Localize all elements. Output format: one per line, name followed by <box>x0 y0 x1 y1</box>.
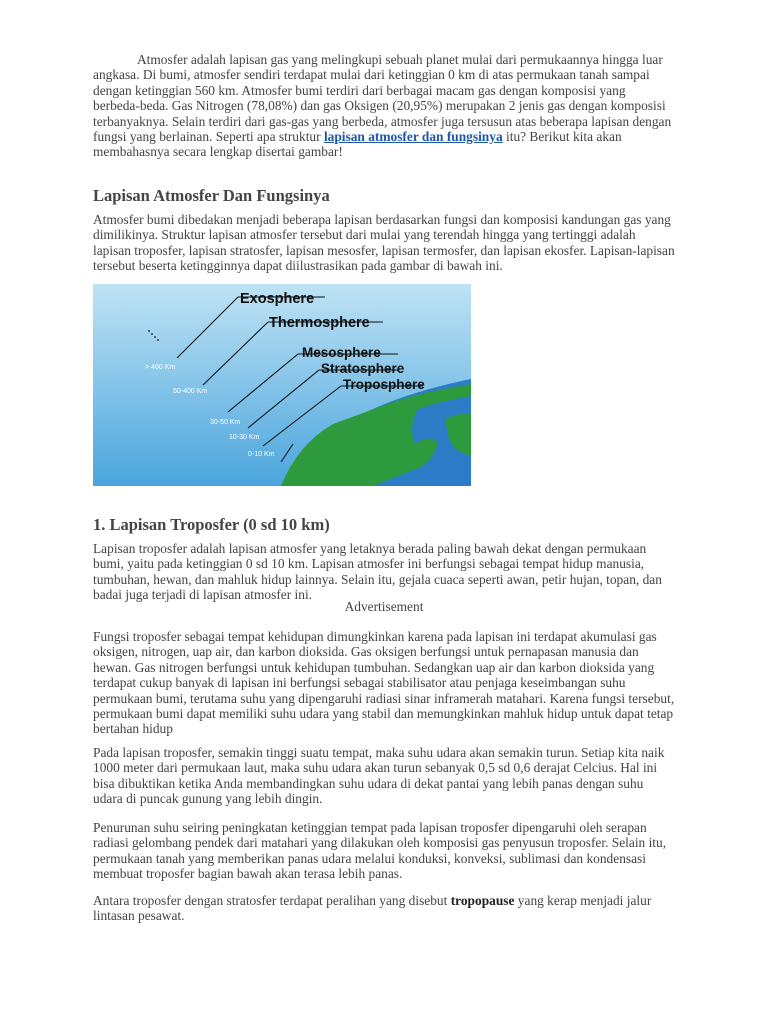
paragraph-5-text-end: yang kerap menjadi jalur lintasan pesawat. <box>93 893 652 924</box>
troposphere-paragraph-3: Pada lapisan troposfer, semakin tinggi suatu tempat, maka suhu udara akan semakin turun. Setiap kita naik 1000 meter dari permukaan laut, maka suhu udara akan turun sebanyak 0,5 sd 0,6 derajat Celcius. Hal ini bisa dibuktikan ketika Anda membandingkan suhu udara di dekat pantai yang lebih panas dengan suhu udara di puncak gunung yang lebih dingin. <box>93 745 665 807</box>
layer-label: Stratosphere <box>321 361 405 376</box>
altitude-label: 50-400 Km <box>173 388 208 395</box>
altitude-label: 30-50 Km <box>210 419 241 426</box>
atmosphere-layers-link[interactable]: lapisan atmosfer dan fungsinya <box>323 129 503 145</box>
altitude-label: 0-10 Km <box>248 451 275 458</box>
layer-label: Mesosphere <box>302 345 381 360</box>
advertisement-label: Advertisement <box>344 599 424 614</box>
atmosphere-diagram-svg <box>93 284 471 486</box>
tropopause-term: tropopause <box>450 893 515 908</box>
layer-label: Troposphere <box>343 377 425 392</box>
altitude-label: > 400 Km <box>145 364 176 371</box>
troposphere-paragraph-1: Lapisan troposfer adalah lapisan atmosfer yang letaknya berada paling bawah dekat dengan permukaan bumi, yaitu pada ketinggian 0 sd 10 km. Lapisan atmosfer ini berfungsi sebagai tempat hidup manusia, tumbuhan, hewan, dan mahluk hidup lainnya. Selain itu, gejala cuaca seperti awan, petir hujan, topan, dan badai juga terjadi di lapisan atmosfer ini. <box>93 541 662 603</box>
troposphere-paragraph-5 <box>93 893 675 924</box>
layers-paragraph: Atmosfer bumi dibedakan menjadi beberapa lapisan berdasarkan fungsi dan komposisi kandungan gas yang dimilikinya. Struktur lapisan atmosfer tersebut dari mulai yang terendah hingga yang tertinggi adalah lapisan troposfer, lapisan stratosfer, lapisan mesosfer, lapisan termosfer, dan lapisan ekosfer. Lapisan-lapisan tersebut beserta ketingginnya dapat diilustrasikan pada gambar di bawah ini. <box>93 212 675 274</box>
layer-label: Exosphere <box>240 291 315 307</box>
layer-label: Thermosphere <box>269 315 370 331</box>
section-heading-layers: Lapisan Atmosfer Dan Fungsinya <box>93 186 330 205</box>
troposphere-paragraph-2: Fungsi troposfer sebagai tempat kehidupan dimungkinkan karena pada lapisan ini terdapat akumulasi gas oksigen, nitrogen, uap air, dan karbon dioksida. Gas oksigen berfungsi untuk pernapasan manusia dan hewan. Gas nitrogen berfungsi untuk kehidupan tumbuhan. Sedangkan uap air dan karbon dioksida yang terdapat cukup banyak di lapisan ini berfungsi sebagai stabilisator atau penjaga keseimbangan suhu permukaan bumi, terutama suhu yang dipengaruhi radiasi sinar inframerah matahari. Karena fungsi tersebut, permukaan bumi dapat memiliki suhu udara yang stabil dan memungkinkan mahluk hidup untuk dapat tetap bertahan hidup <box>93 629 675 737</box>
section-heading-troposphere: 1. Lapisan Troposfer (0 sd 10 km) <box>93 515 330 534</box>
intro-text: Atmosfer adalah lapisan gas yang melingkupi sebuah planet mulai dari permukaannya hingga luar angkasa. Di bumi, atmosfer sendiri terdapat mulai dari ketinggian 0 km di atas permukaan tanah sampai dengan ketinggian 560 km. Atmosfer bumi terdiri dari berbagai macam gas dengan komposisi yang berbeda-beda. Gas Nitrogen (78,08%) dan gas Oksigen (20,95%) merupakan 2 jenis gas dengan komposisi terbanyaknya. Selain terdiri dari gas-gas yang berbeda, atmosfer juga tersusun atas beberapa lapisan dengan fungsi yang berlainan. Seperti apa struktur <box>93 52 672 145</box>
atmosphere-diagram <box>93 284 471 486</box>
troposphere-paragraph-4: Penurunan suhu seiring peningkatan ketinggian tempat pada lapisan troposfer dipengaruhi oleh serapan radiasi gelombang pendek dari matahari yang dilakukan oleh komposisi gas penyusun troposfer. Selain itu, permukaan tanah yang memberikan panas udara melalui konduksi, konveksi, sublimasi dan kondensasi membuat troposfer bagian bawah akan terasa lebih panas. <box>93 820 667 882</box>
intro-paragraph <box>93 52 675 160</box>
intro-text-end: itu? Berikut kita akan membahasnya secara lengkap disertai gambar! <box>93 129 622 160</box>
paragraph-5-text: Antara troposfer dengan stratosfer terdapat peralihan yang disebut <box>93 893 451 908</box>
altitude-label: 10-30 Km <box>229 434 260 441</box>
